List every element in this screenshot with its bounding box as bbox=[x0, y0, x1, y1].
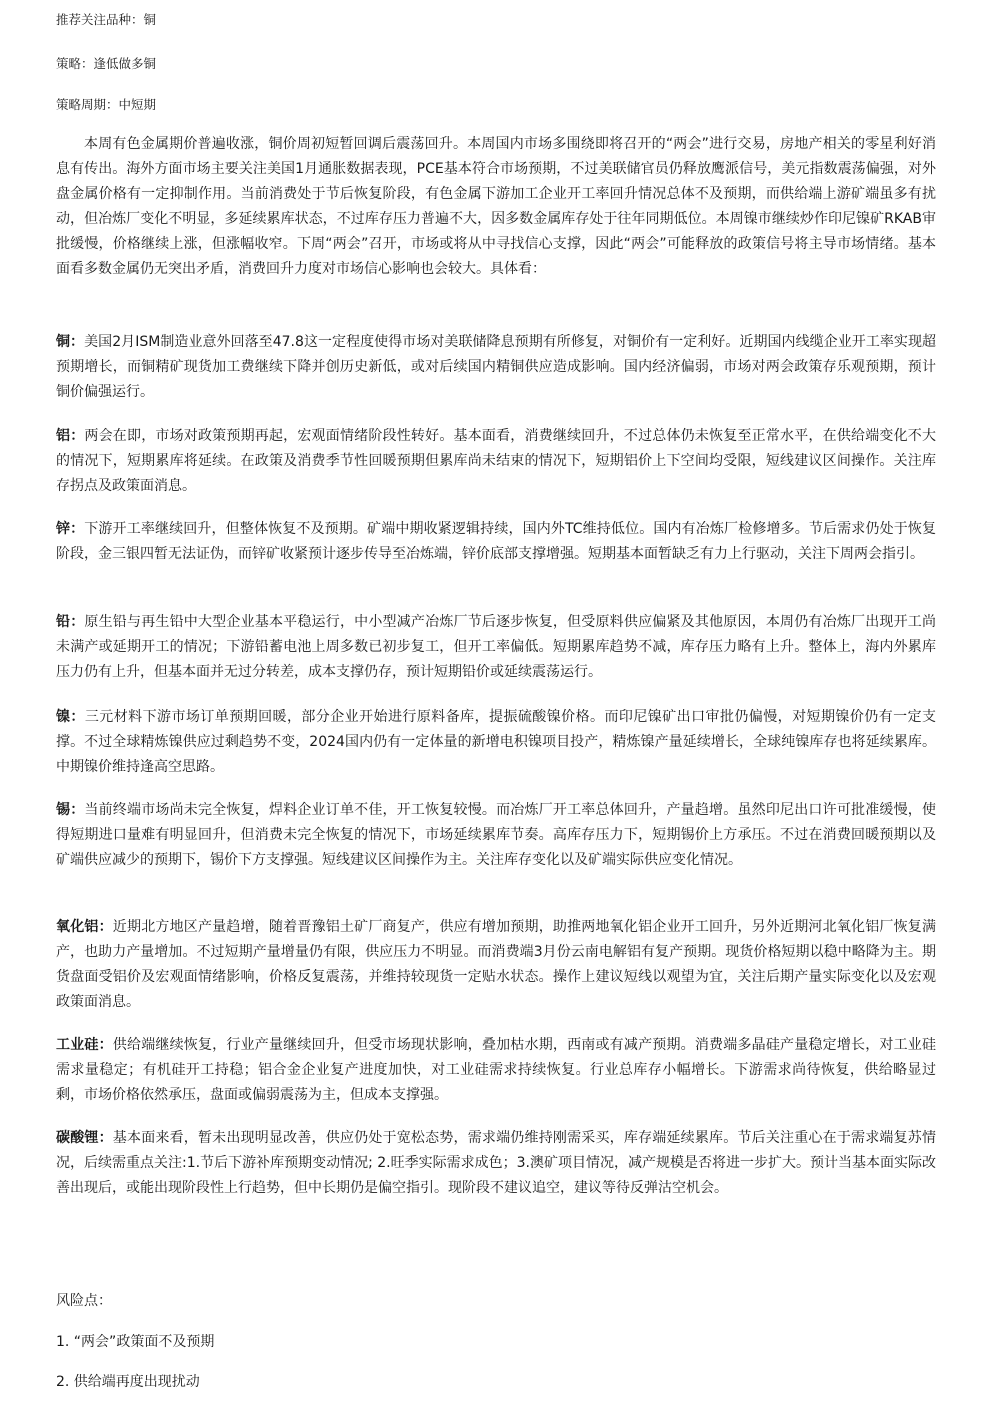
strategy-line: 策略：逢低做多铜 bbox=[56, 56, 157, 71]
intro-paragraph: 本周有色金属期价普遍收涨，铜价周初短暂回调后震荡回升。本周国内市场多围绕即将召开的“两会”进行交易，房地产相关的零星利好消息有传出。海外方面市场主要关注美国1月通胀数据表现，PCE基本符合市场预期，不过美联储官员仍释放鹰派信号，美元指数震荡偏强，对外盘金属价格有一定抑制作用。当前消费处于节后恢复阶段，有色金属下游加工企业开工率回升情况总体不及预期，而供给端上游矿端虽多有扰动，但冶炼厂变化不明显，多延续累库状态，不过库存压力普遍不大，因多数金属库存处于往年同期低位。本周镍市继续炒作印尼镍矿RKAB审批缓慢，价格继续上涨，但涨幅收窄。下周“两会”召开，市场或将从中寻找信心支撑，因此“两会”可能释放的政策信号将主导市场情绪。基本面看多数金属仍无突出矛盾，消费回升力度对市场信心影响也会较大。具体看： bbox=[56, 136, 936, 277]
section-tin bbox=[56, 798, 936, 873]
section-body: 原生铅与再生铅中大型企业基本平稳运行，中小型减产冶炼厂节后逐步恢复，但受原料供应偏紧及其他原因，本周仍有冶炼厂出现开工尚未满产或延期开工的情况；下游铅蓄电池上周多数已初步复工，但开工率偏低。短期累库趋势不减，库存压力略有上升。整体上，海内外累库压力仍有上升，但基本面并无过分转差，成本支撑仍存，预计短期铅价或延续震荡运行。 bbox=[56, 614, 937, 680]
section-body: 基本面来看，暂未出现明显改善，供应仍处于宽松态势，需求端仍维持刚需采买，库存端延续累库。节后关注重心在于需求端复苏情况，后续需重点关注:1.节后下游补库预期变动情况; 2.旺季实际需求成色；3.澳矿项目情况，减产规模是否将进一步扩大。预计当基本面实际改善出现后，或能出现阶段性上行趋势，但中长期仍是偏空指引。现阶段不建议追空，建议等待反弹沽空机会。 bbox=[56, 1130, 937, 1196]
section-alumina bbox=[56, 915, 936, 1015]
section-head: 铅： bbox=[56, 614, 85, 630]
section-nickel bbox=[56, 705, 936, 780]
strategy-period: 策略周期：中短期 bbox=[56, 97, 157, 112]
section-body: 美国2月ISM制造业意外回落至47.8这一定程度使得市场对美联储降息预期有所修复，对铜价有一定利好。近期国内线缆企业开工率实现超预期增长，而铜精矿现货加工费继续下降并创历史新低，或对后续国内精铜供应造成影响。国内经济偏弱，市场对两会政策存乐观预期，预计铜价偏强运行。 bbox=[56, 334, 937, 400]
section-body: 供给端继续恢复，行业产量继续回升，但受市场现状影响，叠加枯水期，西南或有减产预期。消费端多晶硅产量稳定增长，对工业硅需求量稳定；有机硅开工持稳；铝合金企业复产进度加快，对工业硅需求持续恢复。行业总库存小幅增长。下游需求尚待恢复，供给略显过剩，市场价格依然承压，盘面或偏弱震荡为主，但成本支撑强。 bbox=[56, 1037, 937, 1103]
section-head: 锡： bbox=[56, 802, 85, 818]
risk-item: 1. “两会”政策面不及预期 bbox=[56, 1334, 215, 1350]
section-head: 铜： bbox=[56, 334, 85, 350]
section-head: 镍： bbox=[56, 709, 85, 725]
section-industrial-silicon bbox=[56, 1033, 936, 1108]
section-body: 两会在即，市场对政策预期再起，宏观面情绪阶段性转好。基本面看，消费继续回升，不过总体仍未恢复至正常水平，在供给端变化不大的情况下，短期累库将延续。在政策及消费季节性回暖预期但累库尚未结束的情况下，短期铝价上下空间均受限，短线建议区间操作。关注库存拐点及政策面消息。 bbox=[56, 428, 937, 494]
recommended-variety: 推荐关注品种：铜 bbox=[56, 12, 157, 27]
section-copper bbox=[56, 330, 936, 405]
risk-title: 风险点： bbox=[56, 1293, 112, 1309]
section-lithium-carbonate bbox=[56, 1126, 936, 1201]
section-zinc bbox=[56, 517, 936, 567]
section-head: 铝： bbox=[56, 428, 85, 444]
section-head: 碳酸锂： bbox=[56, 1130, 113, 1146]
section-head: 锌： bbox=[56, 521, 85, 537]
risk-item: 2. 供给端再度出现扰动 bbox=[56, 1374, 200, 1390]
section-body: 三元材料下游市场订单预期回暖，部分企业开始进行原料备库，提振硫酸镍价格。而印尼镍矿出口审批仍偏慢，对短期镍价仍有一定支撑。不过全球精炼镍供应过剩趋势不变，2024国内仍有一定体量的新增电积镍项目投产，精炼镍产量延续增长，全球纯镍库存也将延续累库。中期镍价维持逢高空思路。 bbox=[56, 709, 937, 775]
section-body: 近期北方地区产量趋增，随着晋豫铝土矿厂商复产，供应有增加预期，助推两地氧化铝企业开工回升，另外近期河北氧化铝厂恢复满产，也助力产量增加。不过短期产量增量仍有限，供应压力不明显。而消费端3月份云南电解铝有复产预期。现货价格短期以稳中略降为主。期货盘面受铝价及宏观面情绪影响，价格反复震荡，并维持较现货一定贴水状态。操作上建议短线以观望为宜，关注后期产量实际变化以及宏观政策面消息。 bbox=[56, 919, 937, 1010]
section-body: 当前终端市场尚未完全恢复，焊料企业订单不佳，开工恢复较慢。而冶炼厂开工率总体回升，产量趋增。虽然印尼出口许可批准缓慢，使得短期进口量难有明显回升，但消费未完全恢复的情况下，市场延续累库节奏。高库存压力下，短期锡价上方承压。不过在消费回暖预期以及矿端供应减少的预期下，锡价下方支撑强。短线建议区间操作为主。关注库存变化以及矿端实际供应变化情况。 bbox=[56, 802, 937, 868]
section-head: 工业硅： bbox=[56, 1037, 113, 1053]
section-head: 氧化铝： bbox=[56, 919, 113, 935]
section-aluminum bbox=[56, 424, 936, 499]
section-lead bbox=[56, 610, 936, 685]
section-body: 下游开工率继续回升，但整体恢复不及预期。矿端中期收紧逻辑持续，国内外TC维持低位。国内有冶炼厂检修增多。节后需求仍处于恢复阶段，金三银四暂无法证伪，而锌矿收紧预计逐步传导至冶炼端，锌价底部支撑增强。短期基本面暂缺乏有力上行驱动，关注下周两会指引。 bbox=[56, 521, 936, 562]
